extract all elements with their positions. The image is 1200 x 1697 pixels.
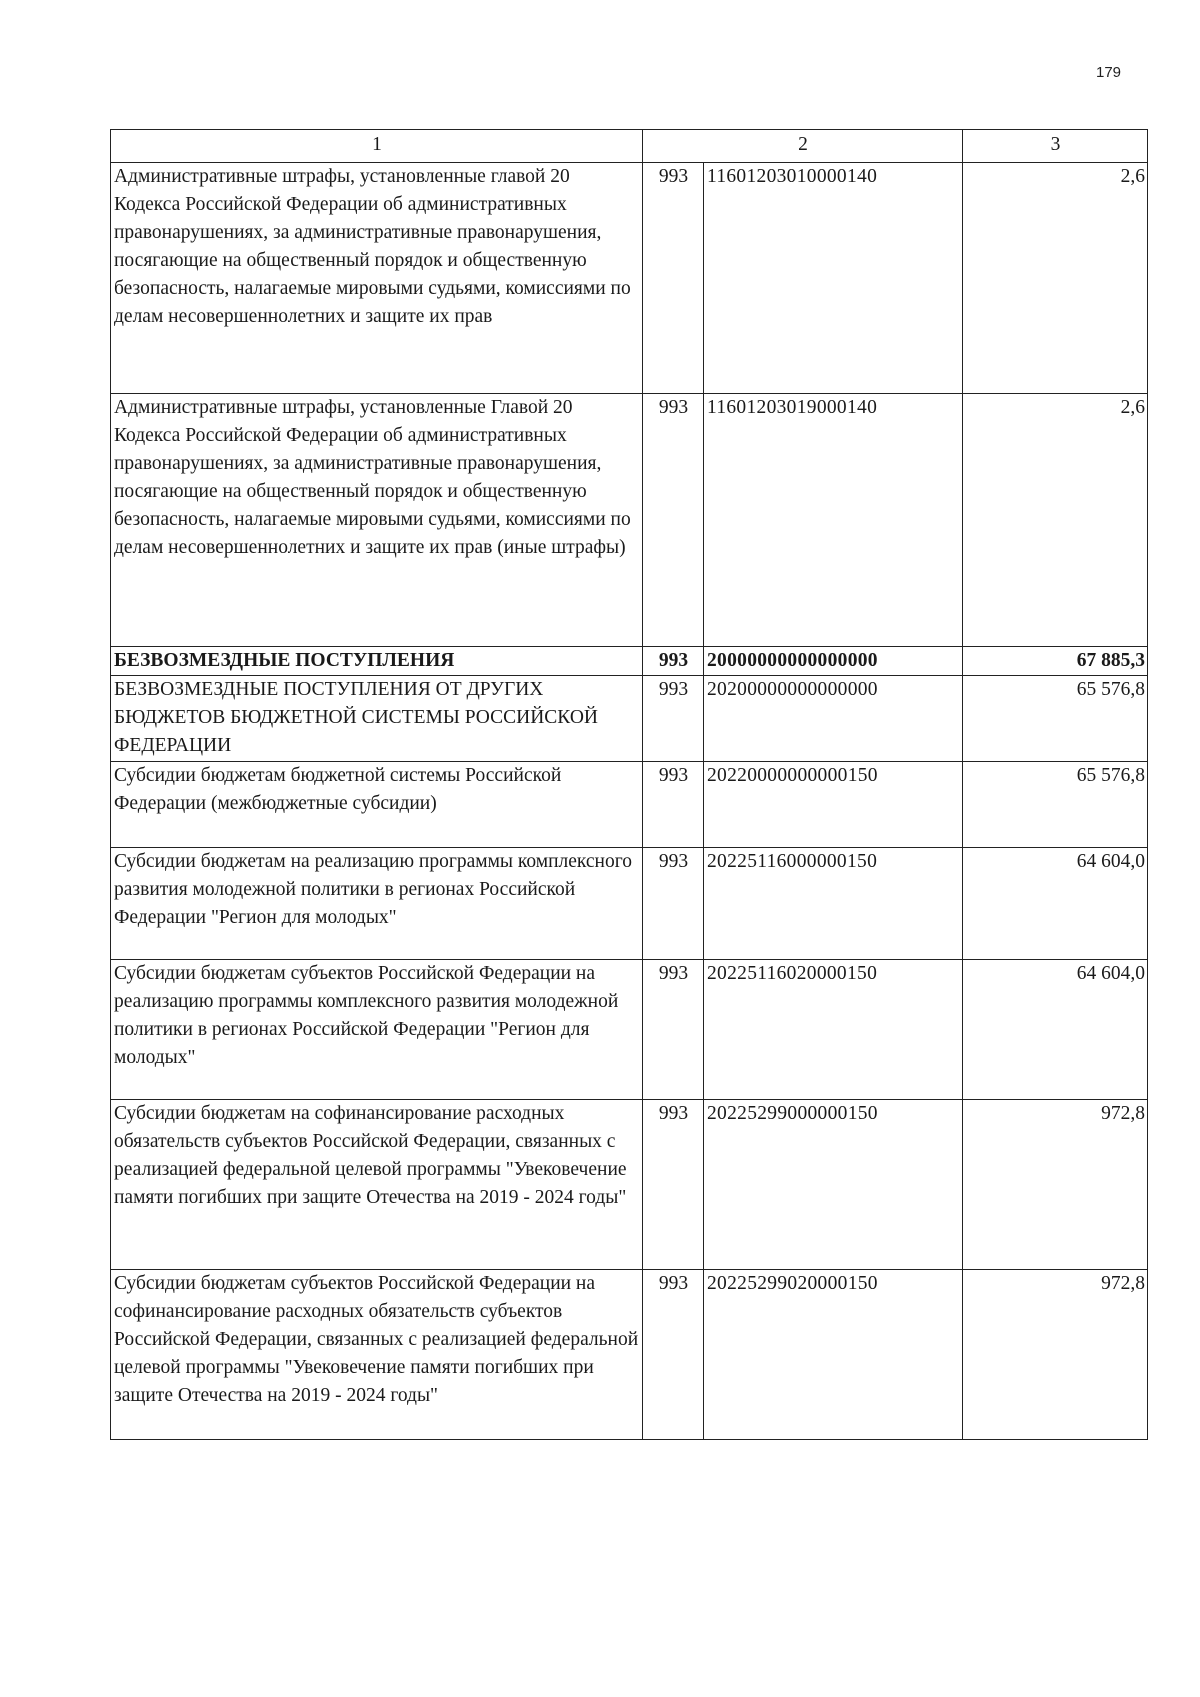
table-row xyxy=(111,848,1148,960)
row-budget-code: 20225116000000150 xyxy=(704,848,963,960)
row-name: Субсидии бюджетам субъектов Российской Федерации на реализацию программы комплексного развития молодежной политики в регионах Российской Федерации "Регион для молодых" xyxy=(111,960,643,1100)
table-row xyxy=(111,960,1148,1100)
row-name: Субсидии бюджетам на реализацию программы комплексного развития молодежной политики в регионах Российской Федерации "Регион для молодых" xyxy=(111,848,643,960)
row-sum: 972,8 xyxy=(963,1100,1148,1270)
row-sum: 972,8 xyxy=(963,1270,1148,1440)
row-admin-code: 993 xyxy=(643,394,704,647)
table-row xyxy=(111,1270,1148,1440)
row-admin-code: 993 xyxy=(643,676,704,762)
table-row xyxy=(111,394,1148,647)
row-admin-code: 993 xyxy=(643,163,704,394)
row-name: БЕЗВОЗМЕЗДНЫЕ ПОСТУПЛЕНИЯ ОТ ДРУГИХ БЮДЖЕТОВ БЮДЖЕТНОЙ СИСТЕМЫ РОССИЙСКОЙ ФЕДЕРАЦИИ xyxy=(111,676,643,762)
budget-revenue-table xyxy=(110,129,1148,1440)
table-row xyxy=(111,1100,1148,1270)
row-budget-code: 20220000000000150 xyxy=(704,762,963,848)
row-name: Административные штрафы, установленные Главой 20 Кодекса Российской Федерации об административных правонарушениях, за административные правонарушения, посягающие на общественный порядок и общественную безопасность, налагаемые мировыми судьями, комиссиями по делам несовершеннолетних и защите их прав (иные штрафы) xyxy=(111,394,643,647)
row-sum: 65 576,8 xyxy=(963,676,1148,762)
table-row xyxy=(111,163,1148,394)
table-row-total xyxy=(111,647,1148,676)
row-sum: 2,6 xyxy=(963,163,1148,394)
row-name: БЕЗВОЗМЕЗДНЫЕ ПОСТУПЛЕНИЯ xyxy=(111,647,643,676)
table-header-row xyxy=(111,130,1148,163)
row-sum: 67 885,3 xyxy=(963,647,1148,676)
row-budget-code: 11601203010000140 xyxy=(704,163,963,394)
header-col-3: 3 xyxy=(963,130,1148,163)
row-budget-code: 11601203019000140 xyxy=(704,394,963,647)
row-name: Субсидии бюджетам на софинансирование расходных обязательств субъектов Российской Федерации, связанных с реализацией федеральной целевой программы "Увековечение памяти погибших при защите Отечества на 2019 - 2024 годы" xyxy=(111,1100,643,1270)
row-name: Административные штрафы, установленные главой 20 Кодекса Российской Федерации об административных правонарушениях, за административные правонарушения, посягающие на общественный порядок и общественную безопасность, налагаемые мировыми судьями, комиссиями по делам несовершеннолетних и защите их прав xyxy=(111,163,643,394)
row-name: Субсидии бюджетам бюджетной системы Российской Федерации (межбюджетные субсидии) xyxy=(111,762,643,848)
row-budget-code: 20000000000000000 xyxy=(704,647,963,676)
row-admin-code: 993 xyxy=(643,848,704,960)
row-admin-code: 993 xyxy=(643,647,704,676)
row-sum: 2,6 xyxy=(963,394,1148,647)
header-col-2: 2 xyxy=(643,130,963,163)
table-row xyxy=(111,676,1148,762)
page-number: 179 xyxy=(1096,64,1122,81)
row-name: Субсидии бюджетам субъектов Российской Федерации на софинансирование расходных обязательств субъектов Российской Федерации, связанных с реализацией федеральной целевой программы "Увековечение памяти погибших при защите Отечества на 2019 - 2024 годы" xyxy=(111,1270,643,1440)
table-row xyxy=(111,762,1148,848)
row-admin-code: 993 xyxy=(643,1100,704,1270)
row-budget-code: 20225299000000150 xyxy=(704,1100,963,1270)
row-admin-code: 993 xyxy=(643,960,704,1100)
row-admin-code: 993 xyxy=(643,1270,704,1440)
row-sum: 64 604,0 xyxy=(963,848,1148,960)
row-sum: 64 604,0 xyxy=(963,960,1148,1100)
row-budget-code: 20225299020000150 xyxy=(704,1270,963,1440)
header-col-1: 1 xyxy=(111,130,643,163)
row-sum: 65 576,8 xyxy=(963,762,1148,848)
row-admin-code: 993 xyxy=(643,762,704,848)
row-budget-code: 20225116020000150 xyxy=(704,960,963,1100)
row-budget-code: 20200000000000000 xyxy=(704,676,963,762)
